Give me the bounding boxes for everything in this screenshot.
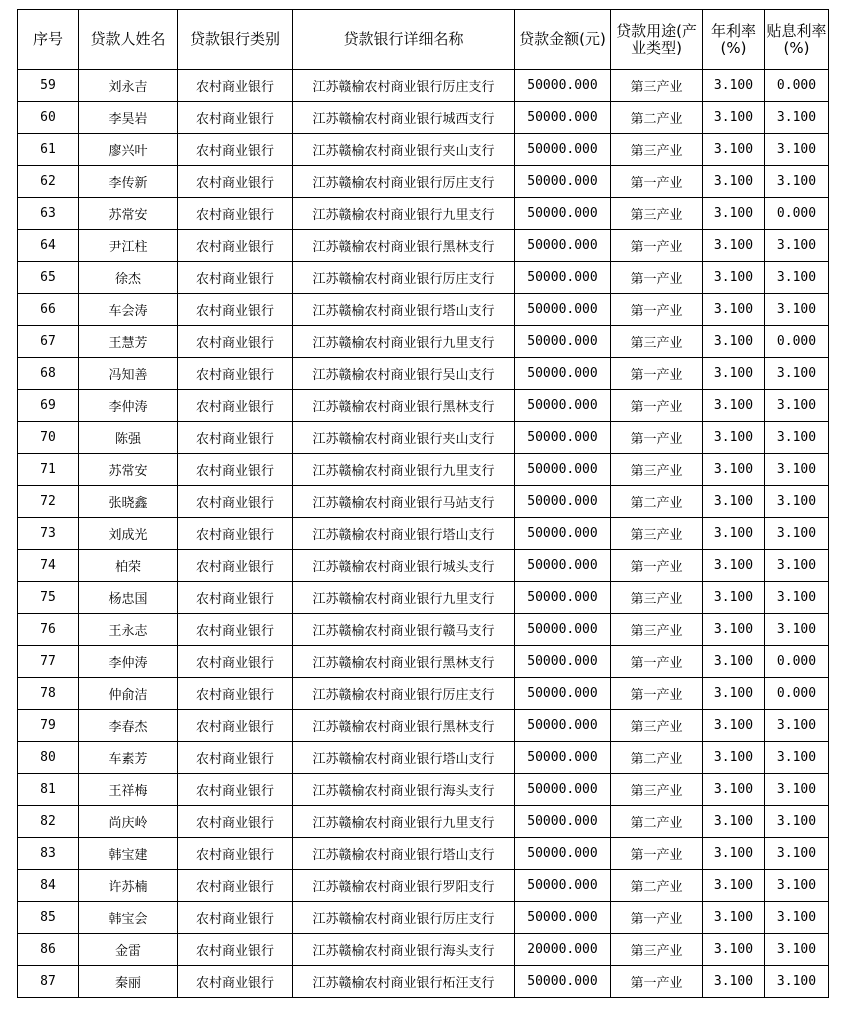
cell-bank-name: 江苏赣榆农村商业银行赣马支行 <box>293 614 515 646</box>
cell-bank-type: 农村商业银行 <box>178 134 293 166</box>
cell-subsidy-rate: 3.100 <box>765 582 829 614</box>
cell-borrower-name: 廖兴叶 <box>79 134 178 166</box>
header-bank-type: 贷款银行类别 <box>178 10 293 70</box>
cell-subsidy-rate: 3.100 <box>765 710 829 742</box>
cell-subsidy-rate: 3.100 <box>765 614 829 646</box>
cell-subsidy-rate: 0.000 <box>765 326 829 358</box>
header-borrower-name: 贷款人姓名 <box>79 10 178 70</box>
cell-bank-name: 江苏赣榆农村商业银行厉庄支行 <box>293 678 515 710</box>
header-seq: 序号 <box>18 10 79 70</box>
cell-loan-amount: 50000.000 <box>515 774 611 806</box>
cell-loan-use: 第一产业 <box>611 422 703 454</box>
cell-borrower-name: 王祥梅 <box>79 774 178 806</box>
cell-borrower-name: 李春杰 <box>79 710 178 742</box>
cell-bank-type: 农村商业银行 <box>178 966 293 998</box>
cell-bank-name: 江苏赣榆农村商业银行黑林支行 <box>293 710 515 742</box>
cell-loan-use: 第二产业 <box>611 102 703 134</box>
cell-subsidy-rate: 3.100 <box>765 262 829 294</box>
cell-loan-use: 第一产业 <box>611 550 703 582</box>
cell-loan-use: 第二产业 <box>611 806 703 838</box>
cell-bank-name: 江苏赣榆农村商业银行夹山支行 <box>293 134 515 166</box>
cell-annual-rate: 3.100 <box>703 198 765 230</box>
cell-borrower-name: 张晓鑫 <box>79 486 178 518</box>
cell-loan-use: 第三产业 <box>611 134 703 166</box>
cell-subsidy-rate: 0.000 <box>765 646 829 678</box>
cell-subsidy-rate: 3.100 <box>765 966 829 998</box>
cell-bank-name: 江苏赣榆农村商业银行马站支行 <box>293 486 515 518</box>
cell-bank-name: 江苏赣榆农村商业银行罗阳支行 <box>293 870 515 902</box>
cell-bank-name: 江苏赣榆农村商业银行九里支行 <box>293 326 515 358</box>
cell-loan-amount: 50000.000 <box>515 166 611 198</box>
table-row <box>18 486 829 518</box>
cell-borrower-name: 冯知善 <box>79 358 178 390</box>
cell-bank-name: 江苏赣榆农村商业银行九里支行 <box>293 806 515 838</box>
cell-loan-use: 第一产业 <box>611 358 703 390</box>
cell-loan-use: 第一产业 <box>611 678 703 710</box>
cell-loan-use: 第三产业 <box>611 518 703 550</box>
cell-annual-rate: 3.100 <box>703 230 765 262</box>
cell-bank-type: 农村商业银行 <box>178 870 293 902</box>
cell-subsidy-rate: 3.100 <box>765 230 829 262</box>
cell-bank-type: 农村商业银行 <box>178 102 293 134</box>
cell-loan-amount: 50000.000 <box>515 358 611 390</box>
cell-loan-use: 第一产业 <box>611 262 703 294</box>
cell-bank-name: 江苏赣榆农村商业银行厉庄支行 <box>293 902 515 934</box>
cell-loan-amount: 50000.000 <box>515 582 611 614</box>
cell-subsidy-rate: 3.100 <box>765 806 829 838</box>
cell-seq: 59 <box>18 70 79 102</box>
header-subsidy-rate: 贴息利率(%) <box>765 10 829 70</box>
cell-loan-amount: 50000.000 <box>515 614 611 646</box>
cell-seq: 67 <box>18 326 79 358</box>
cell-subsidy-rate: 3.100 <box>765 454 829 486</box>
cell-annual-rate: 3.100 <box>703 646 765 678</box>
cell-loan-amount: 50000.000 <box>515 134 611 166</box>
cell-subsidy-rate: 3.100 <box>765 358 829 390</box>
table-row <box>18 838 829 870</box>
cell-loan-use: 第一产业 <box>611 390 703 422</box>
cell-annual-rate: 3.100 <box>703 550 765 582</box>
cell-loan-use: 第三产业 <box>611 934 703 966</box>
cell-bank-type: 农村商业银行 <box>178 678 293 710</box>
table-body <box>18 70 829 998</box>
cell-loan-use: 第三产业 <box>611 774 703 806</box>
cell-borrower-name: 仲俞洁 <box>79 678 178 710</box>
cell-bank-type: 农村商业银行 <box>178 742 293 774</box>
cell-loan-amount: 20000.000 <box>515 934 611 966</box>
table-row <box>18 294 829 326</box>
header-loan-use: 贷款用途(产业类型) <box>611 10 703 70</box>
cell-loan-use: 第二产业 <box>611 486 703 518</box>
cell-annual-rate: 3.100 <box>703 166 765 198</box>
cell-bank-name: 江苏赣榆农村商业银行柘汪支行 <box>293 966 515 998</box>
table-row <box>18 902 829 934</box>
table-row <box>18 390 829 422</box>
cell-seq: 70 <box>18 422 79 454</box>
cell-loan-amount: 50000.000 <box>515 902 611 934</box>
cell-borrower-name: 许苏楠 <box>79 870 178 902</box>
cell-annual-rate: 3.100 <box>703 806 765 838</box>
cell-loan-use: 第一产业 <box>611 966 703 998</box>
cell-borrower-name: 韩宝建 <box>79 838 178 870</box>
cell-seq: 80 <box>18 742 79 774</box>
cell-borrower-name: 刘成光 <box>79 518 178 550</box>
cell-loan-amount: 50000.000 <box>515 518 611 550</box>
table-row <box>18 806 829 838</box>
table-header <box>18 10 829 70</box>
table-row <box>18 454 829 486</box>
cell-bank-type: 农村商业银行 <box>178 166 293 198</box>
cell-seq: 62 <box>18 166 79 198</box>
table-row <box>18 262 829 294</box>
cell-loan-use: 第一产业 <box>611 902 703 934</box>
cell-seq: 68 <box>18 358 79 390</box>
cell-subsidy-rate: 3.100 <box>765 550 829 582</box>
cell-loan-amount: 50000.000 <box>515 294 611 326</box>
cell-seq: 83 <box>18 838 79 870</box>
cell-subsidy-rate: 3.100 <box>765 518 829 550</box>
cell-loan-use: 第一产业 <box>611 166 703 198</box>
table-row <box>18 614 829 646</box>
cell-subsidy-rate: 3.100 <box>765 486 829 518</box>
cell-annual-rate: 3.100 <box>703 390 765 422</box>
cell-seq: 76 <box>18 614 79 646</box>
cell-seq: 77 <box>18 646 79 678</box>
cell-subsidy-rate: 3.100 <box>765 102 829 134</box>
table-row <box>18 934 829 966</box>
cell-loan-use: 第一产业 <box>611 838 703 870</box>
cell-annual-rate: 3.100 <box>703 614 765 646</box>
header-row <box>18 10 829 70</box>
cell-bank-type: 农村商业银行 <box>178 262 293 294</box>
table-row <box>18 102 829 134</box>
cell-bank-type: 农村商业银行 <box>178 358 293 390</box>
table-row <box>18 198 829 230</box>
cell-bank-type: 农村商业银行 <box>178 198 293 230</box>
cell-loan-use: 第三产业 <box>611 70 703 102</box>
cell-bank-name: 江苏赣榆农村商业银行厉庄支行 <box>293 262 515 294</box>
cell-subsidy-rate: 3.100 <box>765 902 829 934</box>
cell-loan-amount: 50000.000 <box>515 262 611 294</box>
cell-bank-type: 农村商业银行 <box>178 614 293 646</box>
cell-loan-amount: 50000.000 <box>515 486 611 518</box>
cell-seq: 85 <box>18 902 79 934</box>
cell-bank-type: 农村商业银行 <box>178 518 293 550</box>
cell-seq: 86 <box>18 934 79 966</box>
cell-seq: 84 <box>18 870 79 902</box>
cell-borrower-name: 韩宝会 <box>79 902 178 934</box>
cell-seq: 72 <box>18 486 79 518</box>
cell-loan-amount: 50000.000 <box>515 806 611 838</box>
cell-bank-type: 农村商业银行 <box>178 550 293 582</box>
table-row <box>18 774 829 806</box>
cell-seq: 69 <box>18 390 79 422</box>
cell-seq: 66 <box>18 294 79 326</box>
cell-bank-name: 江苏赣榆农村商业银行夹山支行 <box>293 422 515 454</box>
cell-loan-use: 第二产业 <box>611 870 703 902</box>
cell-seq: 65 <box>18 262 79 294</box>
cell-subsidy-rate: 3.100 <box>765 294 829 326</box>
cell-loan-use: 第二产业 <box>611 742 703 774</box>
cell-seq: 75 <box>18 582 79 614</box>
cell-subsidy-rate: 3.100 <box>765 390 829 422</box>
cell-loan-amount: 50000.000 <box>515 102 611 134</box>
cell-loan-amount: 50000.000 <box>515 838 611 870</box>
cell-loan-amount: 50000.000 <box>515 550 611 582</box>
cell-bank-type: 农村商业银行 <box>178 70 293 102</box>
cell-borrower-name: 苏常安 <box>79 198 178 230</box>
cell-bank-name: 江苏赣榆农村商业银行厉庄支行 <box>293 70 515 102</box>
cell-borrower-name: 王永志 <box>79 614 178 646</box>
table-row <box>18 678 829 710</box>
cell-loan-amount: 50000.000 <box>515 646 611 678</box>
table-row <box>18 710 829 742</box>
cell-borrower-name: 王慧芳 <box>79 326 178 358</box>
cell-borrower-name: 李昊岩 <box>79 102 178 134</box>
cell-annual-rate: 3.100 <box>703 902 765 934</box>
cell-borrower-name: 柏荣 <box>79 550 178 582</box>
cell-bank-type: 农村商业银行 <box>178 710 293 742</box>
header-loan-amount: 贷款金额(元) <box>515 10 611 70</box>
cell-loan-use: 第一产业 <box>611 646 703 678</box>
cell-annual-rate: 3.100 <box>703 454 765 486</box>
cell-bank-name: 江苏赣榆农村商业银行海头支行 <box>293 774 515 806</box>
cell-annual-rate: 3.100 <box>703 774 765 806</box>
cell-bank-type: 农村商业银行 <box>178 934 293 966</box>
cell-loan-use: 第三产业 <box>611 326 703 358</box>
table-row <box>18 422 829 454</box>
table-row <box>18 134 829 166</box>
cell-borrower-name: 秦丽 <box>79 966 178 998</box>
cell-borrower-name: 尹江柱 <box>79 230 178 262</box>
cell-loan-amount: 50000.000 <box>515 422 611 454</box>
cell-borrower-name: 尚庆岭 <box>79 806 178 838</box>
cell-borrower-name: 车素芳 <box>79 742 178 774</box>
cell-loan-amount: 50000.000 <box>515 198 611 230</box>
cell-annual-rate: 3.100 <box>703 870 765 902</box>
cell-bank-name: 江苏赣榆农村商业银行塔山支行 <box>293 742 515 774</box>
cell-annual-rate: 3.100 <box>703 294 765 326</box>
cell-subsidy-rate: 0.000 <box>765 198 829 230</box>
cell-bank-type: 农村商业银行 <box>178 390 293 422</box>
cell-annual-rate: 3.100 <box>703 742 765 774</box>
cell-bank-type: 农村商业银行 <box>178 902 293 934</box>
cell-bank-type: 农村商业银行 <box>178 294 293 326</box>
cell-loan-use: 第三产业 <box>611 614 703 646</box>
cell-bank-name: 江苏赣榆农村商业银行九里支行 <box>293 198 515 230</box>
cell-loan-amount: 50000.000 <box>515 230 611 262</box>
table-row <box>18 166 829 198</box>
cell-borrower-name: 李仲涛 <box>79 646 178 678</box>
table-row <box>18 230 829 262</box>
cell-bank-name: 江苏赣榆农村商业银行黑林支行 <box>293 390 515 422</box>
cell-loan-use: 第三产业 <box>611 454 703 486</box>
cell-bank-type: 农村商业银行 <box>178 806 293 838</box>
cell-seq: 63 <box>18 198 79 230</box>
cell-subsidy-rate: 0.000 <box>765 70 829 102</box>
cell-seq: 73 <box>18 518 79 550</box>
cell-annual-rate: 3.100 <box>703 134 765 166</box>
cell-borrower-name: 刘永吉 <box>79 70 178 102</box>
cell-bank-type: 农村商业银行 <box>178 582 293 614</box>
cell-loan-use: 第三产业 <box>611 710 703 742</box>
cell-loan-amount: 50000.000 <box>515 710 611 742</box>
cell-seq: 81 <box>18 774 79 806</box>
cell-seq: 74 <box>18 550 79 582</box>
cell-loan-use: 第三产业 <box>611 198 703 230</box>
cell-seq: 60 <box>18 102 79 134</box>
cell-subsidy-rate: 3.100 <box>765 870 829 902</box>
cell-subsidy-rate: 3.100 <box>765 166 829 198</box>
cell-seq: 61 <box>18 134 79 166</box>
cell-annual-rate: 3.100 <box>703 678 765 710</box>
cell-loan-amount: 50000.000 <box>515 390 611 422</box>
cell-bank-name: 江苏赣榆农村商业银行海头支行 <box>293 934 515 966</box>
cell-annual-rate: 3.100 <box>703 326 765 358</box>
cell-bank-name: 江苏赣榆农村商业银行塔山支行 <box>293 518 515 550</box>
cell-annual-rate: 3.100 <box>703 262 765 294</box>
table-row <box>18 70 829 102</box>
table-row <box>18 550 829 582</box>
cell-borrower-name: 陈强 <box>79 422 178 454</box>
cell-annual-rate: 3.100 <box>703 486 765 518</box>
cell-bank-name: 江苏赣榆农村商业银行黑林支行 <box>293 646 515 678</box>
loan-table <box>17 9 829 998</box>
table-row <box>18 358 829 390</box>
cell-bank-name: 江苏赣榆农村商业银行九里支行 <box>293 454 515 486</box>
cell-bank-name: 江苏赣榆农村商业银行塔山支行 <box>293 838 515 870</box>
cell-annual-rate: 3.100 <box>703 70 765 102</box>
cell-bank-type: 农村商业银行 <box>178 774 293 806</box>
cell-subsidy-rate: 3.100 <box>765 742 829 774</box>
cell-subsidy-rate: 3.100 <box>765 934 829 966</box>
cell-loan-amount: 50000.000 <box>515 454 611 486</box>
table-row <box>18 582 829 614</box>
cell-bank-name: 江苏赣榆农村商业银行城头支行 <box>293 550 515 582</box>
cell-annual-rate: 3.100 <box>703 582 765 614</box>
table-row <box>18 966 829 998</box>
cell-annual-rate: 3.100 <box>703 518 765 550</box>
cell-loan-amount: 50000.000 <box>515 70 611 102</box>
table-row <box>18 742 829 774</box>
cell-seq: 79 <box>18 710 79 742</box>
cell-annual-rate: 3.100 <box>703 966 765 998</box>
cell-seq: 87 <box>18 966 79 998</box>
cell-subsidy-rate: 3.100 <box>765 422 829 454</box>
cell-loan-amount: 50000.000 <box>515 678 611 710</box>
cell-bank-type: 农村商业银行 <box>178 422 293 454</box>
cell-bank-type: 农村商业银行 <box>178 454 293 486</box>
cell-annual-rate: 3.100 <box>703 422 765 454</box>
header-annual-rate: 年利率(%) <box>703 10 765 70</box>
cell-seq: 64 <box>18 230 79 262</box>
cell-borrower-name: 车会涛 <box>79 294 178 326</box>
cell-borrower-name: 李仲涛 <box>79 390 178 422</box>
cell-loan-use: 第一产业 <box>611 230 703 262</box>
cell-annual-rate: 3.100 <box>703 934 765 966</box>
table-row <box>18 326 829 358</box>
cell-annual-rate: 3.100 <box>703 710 765 742</box>
cell-loan-use: 第一产业 <box>611 294 703 326</box>
cell-bank-type: 农村商业银行 <box>178 838 293 870</box>
cell-borrower-name: 苏常安 <box>79 454 178 486</box>
cell-loan-amount: 50000.000 <box>515 326 611 358</box>
cell-bank-name: 江苏赣榆农村商业银行黑林支行 <box>293 230 515 262</box>
cell-annual-rate: 3.100 <box>703 358 765 390</box>
cell-borrower-name: 杨忠国 <box>79 582 178 614</box>
cell-bank-name: 江苏赣榆农村商业银行九里支行 <box>293 582 515 614</box>
cell-bank-name: 江苏赣榆农村商业银行城西支行 <box>293 102 515 134</box>
cell-annual-rate: 3.100 <box>703 102 765 134</box>
cell-subsidy-rate: 3.100 <box>765 774 829 806</box>
cell-subsidy-rate: 3.100 <box>765 134 829 166</box>
cell-annual-rate: 3.100 <box>703 838 765 870</box>
cell-seq: 71 <box>18 454 79 486</box>
cell-borrower-name: 徐杰 <box>79 262 178 294</box>
cell-subsidy-rate: 3.100 <box>765 838 829 870</box>
header-bank-name: 贷款银行详细名称 <box>293 10 515 70</box>
cell-bank-name: 江苏赣榆农村商业银行吴山支行 <box>293 358 515 390</box>
cell-bank-name: 江苏赣榆农村商业银行塔山支行 <box>293 294 515 326</box>
table-row <box>18 870 829 902</box>
cell-bank-name: 江苏赣榆农村商业银行厉庄支行 <box>293 166 515 198</box>
cell-loan-amount: 50000.000 <box>515 742 611 774</box>
cell-bank-type: 农村商业银行 <box>178 326 293 358</box>
cell-subsidy-rate: 0.000 <box>765 678 829 710</box>
table-row <box>18 646 829 678</box>
cell-loan-amount: 50000.000 <box>515 870 611 902</box>
cell-seq: 78 <box>18 678 79 710</box>
cell-bank-type: 农村商业银行 <box>178 646 293 678</box>
table-row <box>18 518 829 550</box>
cell-seq: 82 <box>18 806 79 838</box>
cell-borrower-name: 金雷 <box>79 934 178 966</box>
cell-loan-amount: 50000.000 <box>515 966 611 998</box>
cell-borrower-name: 李传新 <box>79 166 178 198</box>
cell-bank-type: 农村商业银行 <box>178 230 293 262</box>
cell-bank-type: 农村商业银行 <box>178 486 293 518</box>
cell-loan-use: 第三产业 <box>611 582 703 614</box>
